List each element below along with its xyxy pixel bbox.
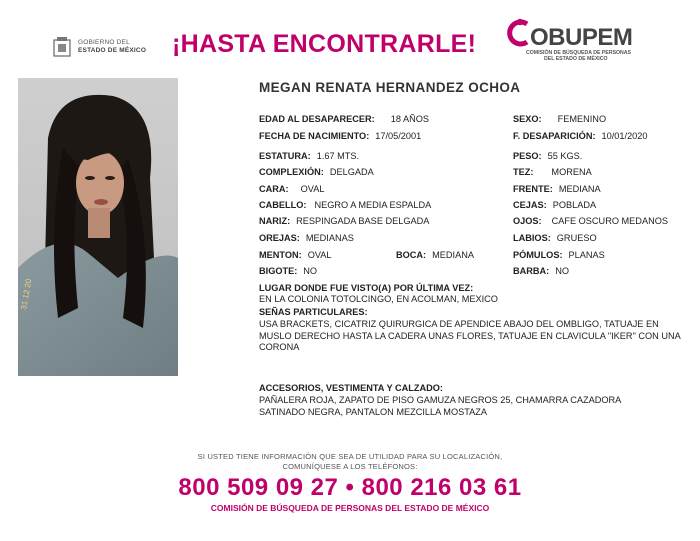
- field-pomulos: PÓMULOS: PLANAS: [513, 250, 605, 260]
- field-ojos: OJOS: CAFE OSCURO MEDANOS: [513, 216, 668, 226]
- gobierno-logo: [52, 34, 162, 62]
- lugar-text: EN LA COLONIA TOTOLCINGO, EN ACOLMAN, MEXICO: [259, 294, 498, 304]
- field-peso: PESO: 55 KGS.: [513, 151, 583, 161]
- field-fecha-desaparicion: F. DESAPARICIÓN: 10/01/2020: [513, 131, 648, 141]
- person-name: MEGAN RENATA HERNANDEZ OCHOA: [259, 80, 521, 95]
- lugar-title: LUGAR DONDE FUE VISTO(A) POR ÚLTIMA VEZ:: [259, 283, 474, 293]
- cobupem-logo: [508, 10, 648, 66]
- field-cara: CARA: OVAL: [259, 184, 325, 194]
- accesorios-text: PAÑALERA ROJA, ZAPATO DE PISO GAMUZA NEGROS 25, CHAMARRA CAZADORA SATINADO NEGRA, PANTALON MEZCILLA MOSTAZA: [259, 395, 621, 417]
- field-orejas: OREJAS: MEDIANAS: [259, 233, 354, 243]
- field-frente: FRENTE: MEDIANA: [513, 184, 601, 194]
- gob-line1: GOBIERNO DEL: [78, 39, 130, 46]
- field-nariz: NARIZ: RESPINGADA BASE DELGADA: [259, 216, 430, 226]
- contact-info-line1: SI USTED TIENE INFORMACIÓN QUE SEA DE UTILIDAD PARA SU LOCALIZACIÓN,: [197, 452, 503, 461]
- photo-date-stamp: 31 12 20: [19, 278, 34, 311]
- field-cabello: CABELLO: NEGRO A MEDIA ESPALDA: [259, 200, 432, 210]
- cobupem-mark-icon: [506, 18, 532, 48]
- senas-title: SEÑAS PARTICULARES:: [259, 307, 368, 317]
- field-barba: BARBA: NO: [513, 266, 570, 276]
- page-title: ¡HASTA ENCONTRARLE!: [172, 30, 477, 58]
- field-menton: MENTON: OVAL: [259, 250, 332, 260]
- field-tez: TEZ: MORENA: [513, 167, 592, 177]
- field-labios: LABIOS: GRUESO: [513, 233, 597, 243]
- contact-info-line2: COMUNÍQUESE A LOS TELÉFONOS:: [282, 462, 418, 471]
- accesorios-title: ACCESORIOS, VESTIMENTA Y CALZADO:: [259, 383, 443, 393]
- cobupem-sub2: DEL ESTADO DE MÉXICO: [544, 56, 608, 62]
- missing-person-photo: [18, 78, 178, 376]
- field-boca: BOCA: MEDIANA: [396, 250, 474, 260]
- field-sexo: SEXO: FEMENINO: [513, 114, 607, 124]
- field-complexion: COMPLEXIÓN: DELGADA: [259, 167, 374, 177]
- phone-numbers: 800 509 09 27 • 800 216 03 61: [178, 474, 522, 501]
- field-edad: EDAD AL DESAPARECER: 18 AÑOS: [259, 114, 430, 124]
- state-emblem-icon: [52, 36, 72, 58]
- field-estatura: ESTATURA: 1.67 MTS.: [259, 151, 360, 161]
- footer-commission: COMISIÓN DE BÚSQUEDA DE PERSONAS DEL ESTADO DE MÉXICO: [210, 503, 490, 513]
- cobupem-word: OBUPEM: [530, 24, 633, 51]
- senas-text: USA BRACKETS, CICATRIZ QUIRURGICA DE APENDICE ABAJO DEL OMBLIGO, TATUAJE EN MUSLO DERECHO HASTA LA CADERA UNAS FLORES, TATUAJE EN CLAVICULA "IKER" CON UNA CORONA: [259, 319, 681, 352]
- cobupem-sub1: COMISIÓN DE BÚSQUEDA DE PERSONAS: [526, 50, 632, 56]
- field-fecha-nacimiento: FECHA DE NACIMIENTO: 17/05/2001: [259, 131, 422, 141]
- gob-line2: ESTADO DE MÉXICO: [78, 47, 147, 54]
- field-cejas: CEJAS: POBLADA: [513, 200, 597, 210]
- field-bigote: BIGOTE: NO: [259, 266, 318, 276]
